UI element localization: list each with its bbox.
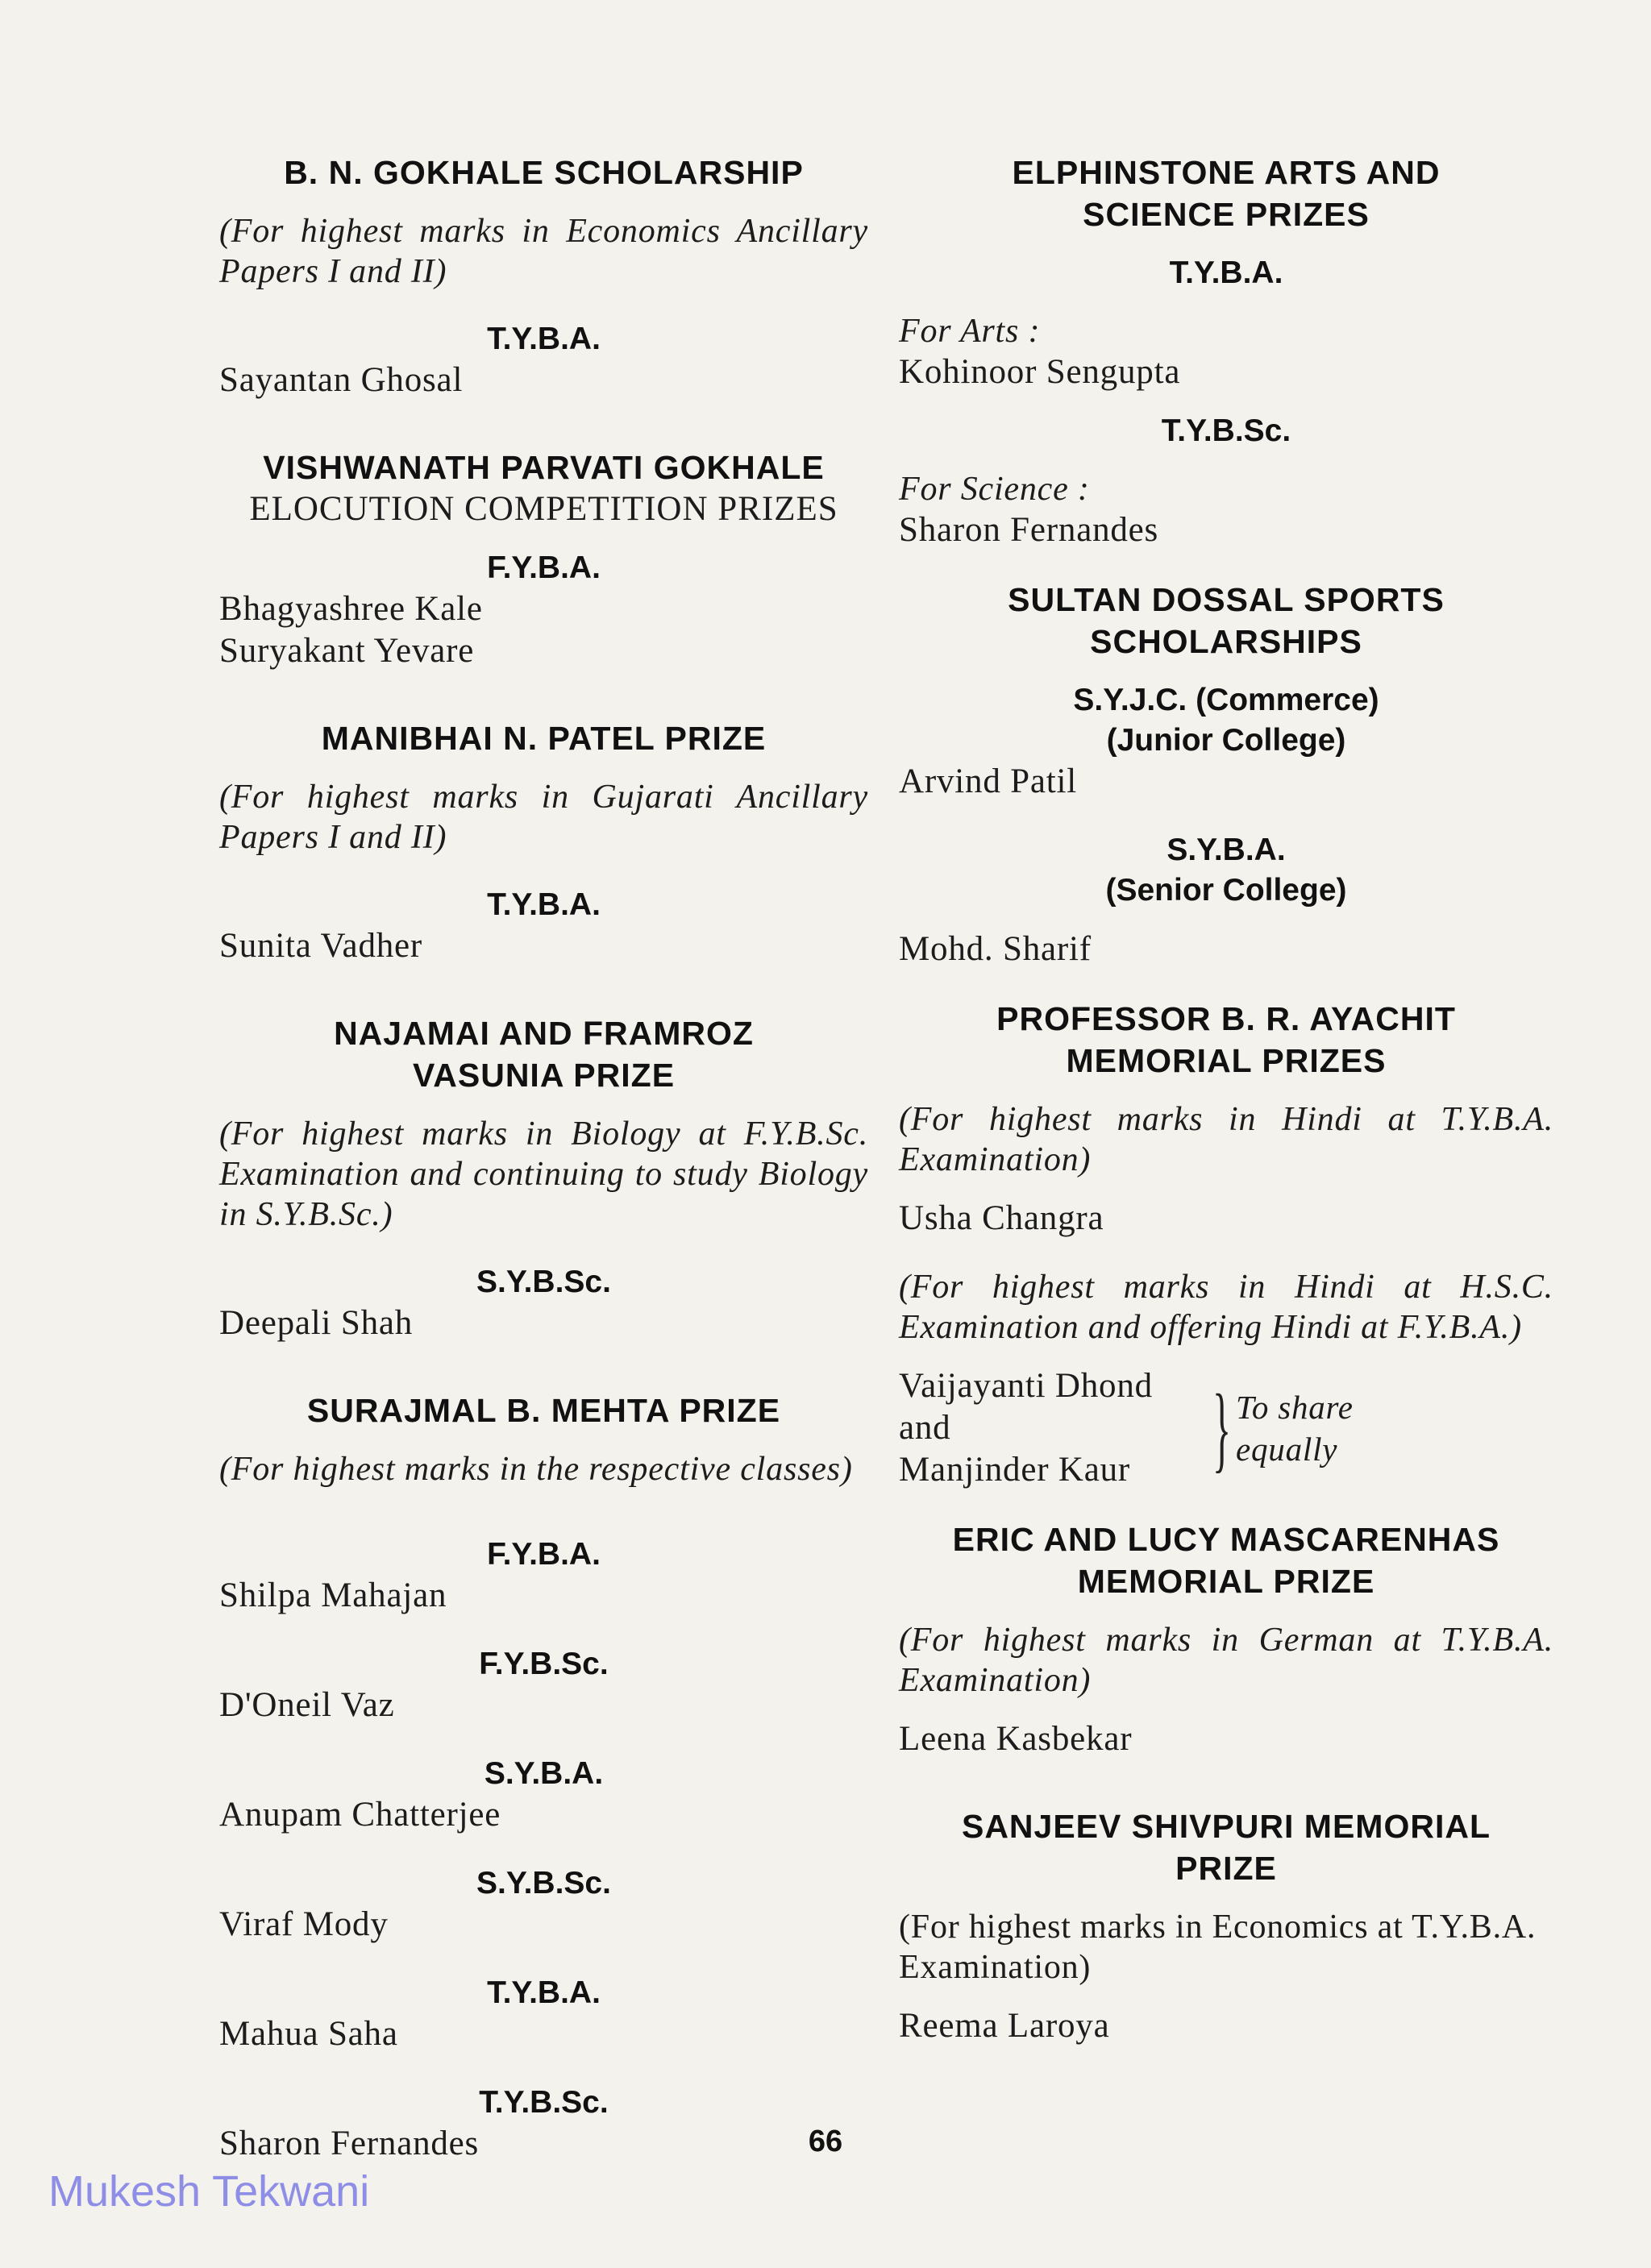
vishwanath-winner-2: Suryakant Yevare xyxy=(219,632,475,670)
gokhale-title: B. N. GOKHALE SCHOLARSHIP xyxy=(284,154,804,191)
manibhai-description: (For highest marks in Gujarati Ancillary Papers I and II) xyxy=(219,779,868,856)
najamai-class: S.Y.B.Sc. xyxy=(476,1265,611,1299)
surajmal-class: F.Y.B.Sc. xyxy=(479,1647,609,1681)
sultan-winner-junior: Arvind Patil xyxy=(899,762,1078,800)
manibhai-title: MANIBHAI N. PATEL PRIZE xyxy=(321,720,767,757)
ayachit-title-line-1: PROFESSOR B. R. AYACHIT xyxy=(996,1000,1456,1037)
gokhale-class: T.Y.B.A. xyxy=(487,322,601,356)
shivpuri-winner: Reema Laroya xyxy=(899,2007,1110,2045)
manibhai-class: T.Y.B.A. xyxy=(487,887,601,922)
share-note-line-1: To share xyxy=(1236,1389,1354,1426)
shivpuri-title-line-1: SANJEEV SHIVPURI MEMORIAL xyxy=(961,1808,1491,1845)
manibhai-winner: Sunita Vadher xyxy=(219,927,423,965)
surajmal-entry xyxy=(219,1863,868,1946)
surajmal-winner: Viraf Mody xyxy=(219,1905,389,1943)
vishwanath-title: VISHWANATH PARVATI GOKHALE xyxy=(263,449,825,486)
vishwanath-winner-1: Bhagyashree Kale xyxy=(219,590,483,628)
surajmal-entry xyxy=(219,1973,868,2055)
surajmal-entry xyxy=(219,1754,868,1836)
page-number: 66 xyxy=(808,2125,843,2158)
surajmal-class: F.Y.B.A. xyxy=(487,1537,601,1572)
sultan-title-line-1: SULTAN DOSSAL SPORTS xyxy=(1008,581,1445,618)
elphinstone-class-arts: T.Y.B.A. xyxy=(1169,255,1283,290)
sultan-class-senior: S.Y.B.A. xyxy=(1167,833,1286,867)
surajmal-entry xyxy=(219,1644,868,1726)
najamai-title-line-2: VASUNIA PRIZE xyxy=(412,1057,676,1094)
sultan-class-junior: S.Y.J.C. (Commerce) xyxy=(1073,683,1379,717)
ayachit-description-1: (For highest marks in Hindi at T.Y.B.A. Examination) xyxy=(899,1101,1553,1178)
surajmal-winner: Shilpa Mahajan xyxy=(219,1576,447,1614)
gokhale-description: (For highest marks in Economics Ancillary Papers I and II) xyxy=(219,213,868,290)
elphinstone-label-arts: For Arts : xyxy=(899,313,1041,350)
mascarenhas-title-line-1: ERIC AND LUCY MASCARENHAS xyxy=(952,1521,1500,1558)
surajmal-class: T.Y.B.Sc. xyxy=(479,2085,609,2120)
elphinstone-title-line-1: ELPHINSTONE ARTS AND xyxy=(1012,154,1441,191)
ayachit-title-line-2: MEMORIAL PRIZES xyxy=(1066,1042,1387,1079)
sultan-class-senior-note: (Senior College) xyxy=(1105,873,1347,908)
surajmal-winner: Anupam Chatterjee xyxy=(219,1796,501,1834)
shivpuri-title-line-2: PRIZE xyxy=(1175,1850,1277,1887)
surajmal-title: SURAJMAL B. MEHTA PRIZE xyxy=(306,1392,781,1429)
sultan-class-junior-note: (Junior College) xyxy=(1106,723,1346,758)
surajmal-winner: Mahua Saha xyxy=(219,2015,398,2053)
surajmal-description: (For highest marks in the respective classes) xyxy=(219,1451,853,1488)
elphinstone-title-line-2: SCIENCE PRIZES xyxy=(1083,196,1370,233)
left-column xyxy=(219,152,868,2165)
shared-winner-2: Manjinder Kaur xyxy=(899,1451,1131,1489)
mascarenhas-description: (For highest marks in German at T.Y.B.A. Examination) xyxy=(899,1622,1553,1699)
najamai-description: (For highest marks in Biology at F.Y.B.Sc. Examination and continuing to study Biology in S.Y.B.Sc.) xyxy=(219,1115,868,1233)
brace-icon: } xyxy=(1212,1374,1232,1481)
right-column xyxy=(899,152,1553,2047)
surajmal-class: S.Y.B.A. xyxy=(484,1756,604,1791)
ayachit-winner-1: Usha Changra xyxy=(899,1199,1104,1237)
share-note-line-2: equally xyxy=(1236,1431,1338,1468)
elphinstone-winner-arts: Kohinoor Sengupta xyxy=(899,353,1181,391)
watermark: Mukesh Tekwani xyxy=(48,2167,370,2216)
shared-winner-1: Vaijayanti Dhond xyxy=(899,1367,1153,1405)
surajmal-class: S.Y.B.Sc. xyxy=(476,1866,611,1900)
elphinstone-winner-science: Sharon Fernandes xyxy=(899,511,1159,549)
shivpuri-description: (For highest marks in Economics at T.Y.B.A. Examination) xyxy=(899,1909,1537,1986)
mascarenhas-title-line-2: MEMORIAL PRIZE xyxy=(1077,1563,1375,1600)
surajmal-winner: D'Oneil Vaz xyxy=(219,1686,395,1724)
vishwanath-class: F.Y.B.A. xyxy=(487,550,601,585)
ayachit-shared-winners xyxy=(899,1365,1553,1491)
surajmal-winner: Sharon Fernandes xyxy=(219,2125,480,2162)
surajmal-entry xyxy=(219,1535,868,1617)
najamai-winner: Deepali Shah xyxy=(219,1304,414,1342)
najamai-title-line-1: NAJAMAI AND FRAMROZ xyxy=(334,1015,754,1052)
vishwanath-subtitle: ELOCUTION COMPETITION PRIZES xyxy=(249,490,838,528)
share-note xyxy=(1236,1386,1354,1470)
shared-names xyxy=(899,1365,1205,1491)
mascarenhas-winner: Leena Kasbekar xyxy=(899,1720,1133,1758)
gokhale-winner: Sayantan Ghosal xyxy=(219,361,464,399)
ayachit-description-2: (For highest marks in Hindi at H.S.C. Examination and offering Hindi at F.Y.B.A.) xyxy=(899,1269,1553,1346)
elphinstone-label-science: For Science : xyxy=(899,471,1090,508)
sultan-winner-senior: Mohd. Sharif xyxy=(899,930,1092,968)
sultan-title-line-2: SCHOLARSHIPS xyxy=(1090,623,1362,660)
surajmal-class: T.Y.B.A. xyxy=(487,1975,601,2010)
elphinstone-class-science: T.Y.B.Sc. xyxy=(1161,413,1291,448)
shared-conjunction: and xyxy=(899,1409,951,1447)
